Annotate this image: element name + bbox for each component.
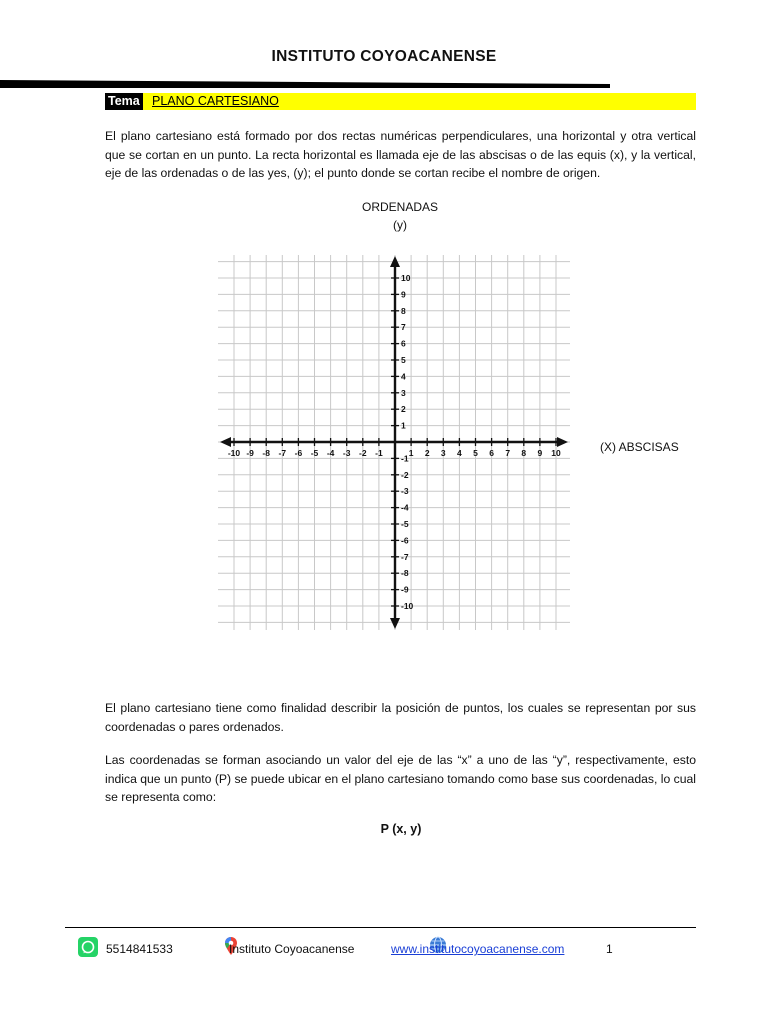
y-tick-label: 6: [401, 338, 406, 349]
y-axis-symbol: (y): [393, 218, 407, 232]
y-tick-label: -7: [401, 551, 409, 562]
paragraph-coordinates: Las coordenadas se forman asociando un valor del eje de las “x” a uno de las “y”, respectivamente, esto indica que un punto (P) se puede ubicar en el plano cartesiano tomando como base sus coordenadas, lo cual se representa como:: [105, 753, 696, 804]
y-tick-label: 9: [401, 289, 406, 300]
y-tick-label: 2: [401, 404, 406, 415]
x-tick-label: -2: [359, 448, 367, 458]
footer-institute: Instituto Coyoacanense: [229, 942, 355, 956]
x-tick-label: -6: [294, 448, 303, 458]
intro-paragraph: El plano cartesiano está formado por dos rectas numéricas perpendiculares, una horizontal y otra vertical que se cortan en un punto. La recta horizontal es llamada eje de las abscisas o de las equis (x), y la vertical, eje de las ordenadas o de las yes, (y); el punto donde se cortan recibe el nombre de origen.: [105, 129, 696, 180]
header-divider: [0, 74, 768, 90]
x-tick-label: -9: [246, 448, 254, 458]
coordinate-formula: P (x, y): [380, 822, 422, 836]
y-tick-label: 5: [401, 355, 406, 365]
x-tick-label: 9: [537, 448, 543, 458]
page-title: INSTITUTO COYOACANENSE: [271, 48, 497, 65]
y-tick-label: -5: [401, 519, 409, 529]
x-tick-label: 3: [440, 448, 446, 458]
x-tick-label: -10: [227, 448, 241, 458]
x-tick-label: 8: [521, 448, 527, 458]
x-tick-label: 5: [473, 448, 478, 458]
y-axis-arrow-down: [390, 618, 400, 629]
y-tick-label: -2: [401, 469, 409, 480]
y-tick-label: 1: [401, 420, 406, 431]
x-tick-label: 6: [489, 448, 494, 458]
cartesian-plane: [218, 255, 570, 630]
x-tick-label: 1: [408, 448, 414, 458]
y-tick-label: -4: [401, 502, 409, 513]
x-tick-label: -3: [342, 448, 351, 458]
x-tick-label: 2: [424, 448, 430, 458]
paragraph-purpose: El plano cartesiano tiene como finalidad describir la posición de puntos, los cuales se representan por sus coordenadas o pares ordenados.: [105, 701, 696, 734]
x-axis-arrow-right: [557, 437, 568, 447]
footer-website-link[interactable]: www.institutocoyoacanense.com: [391, 942, 565, 956]
page-number: 1: [606, 942, 613, 956]
y-tick-label: -10: [401, 601, 414, 611]
y-tick-label: 7: [401, 322, 406, 333]
y-tick-label: 10: [401, 273, 411, 283]
x-tick-label: -8: [262, 448, 270, 458]
y-tick-label: 8: [401, 305, 406, 316]
y-tick-label: -9: [401, 584, 409, 595]
x-tick-label: 10: [551, 448, 561, 458]
y-tick-label: -3: [401, 486, 409, 497]
x-tick-label: -7: [278, 448, 287, 458]
x-axis-arrow-left: [220, 437, 231, 447]
x-tick-label: 4: [457, 448, 462, 458]
tema-title: PLANO CARTESIANO: [152, 94, 279, 108]
y-tick-label: 4: [401, 371, 406, 382]
y-tick-label: -8: [401, 568, 409, 579]
y-tick-label: -1: [401, 453, 409, 464]
tema-label: Tema: [105, 93, 143, 110]
footer-divider: [65, 927, 696, 928]
y-tick-label: 3: [401, 387, 406, 398]
x-tick-label: 7: [505, 448, 511, 458]
footer-phone: 5514841533: [106, 942, 173, 956]
y-axis-label: ORDENADAS: [361, 200, 438, 214]
x-tick-label: -4: [326, 448, 335, 458]
x-axis-label: (X) ABSCISAS: [600, 440, 679, 454]
x-tick-label: -5: [310, 448, 319, 458]
whatsapp-icon: [78, 937, 98, 957]
y-tick-label: -6: [401, 535, 409, 546]
x-tick-label: -1: [375, 448, 383, 458]
